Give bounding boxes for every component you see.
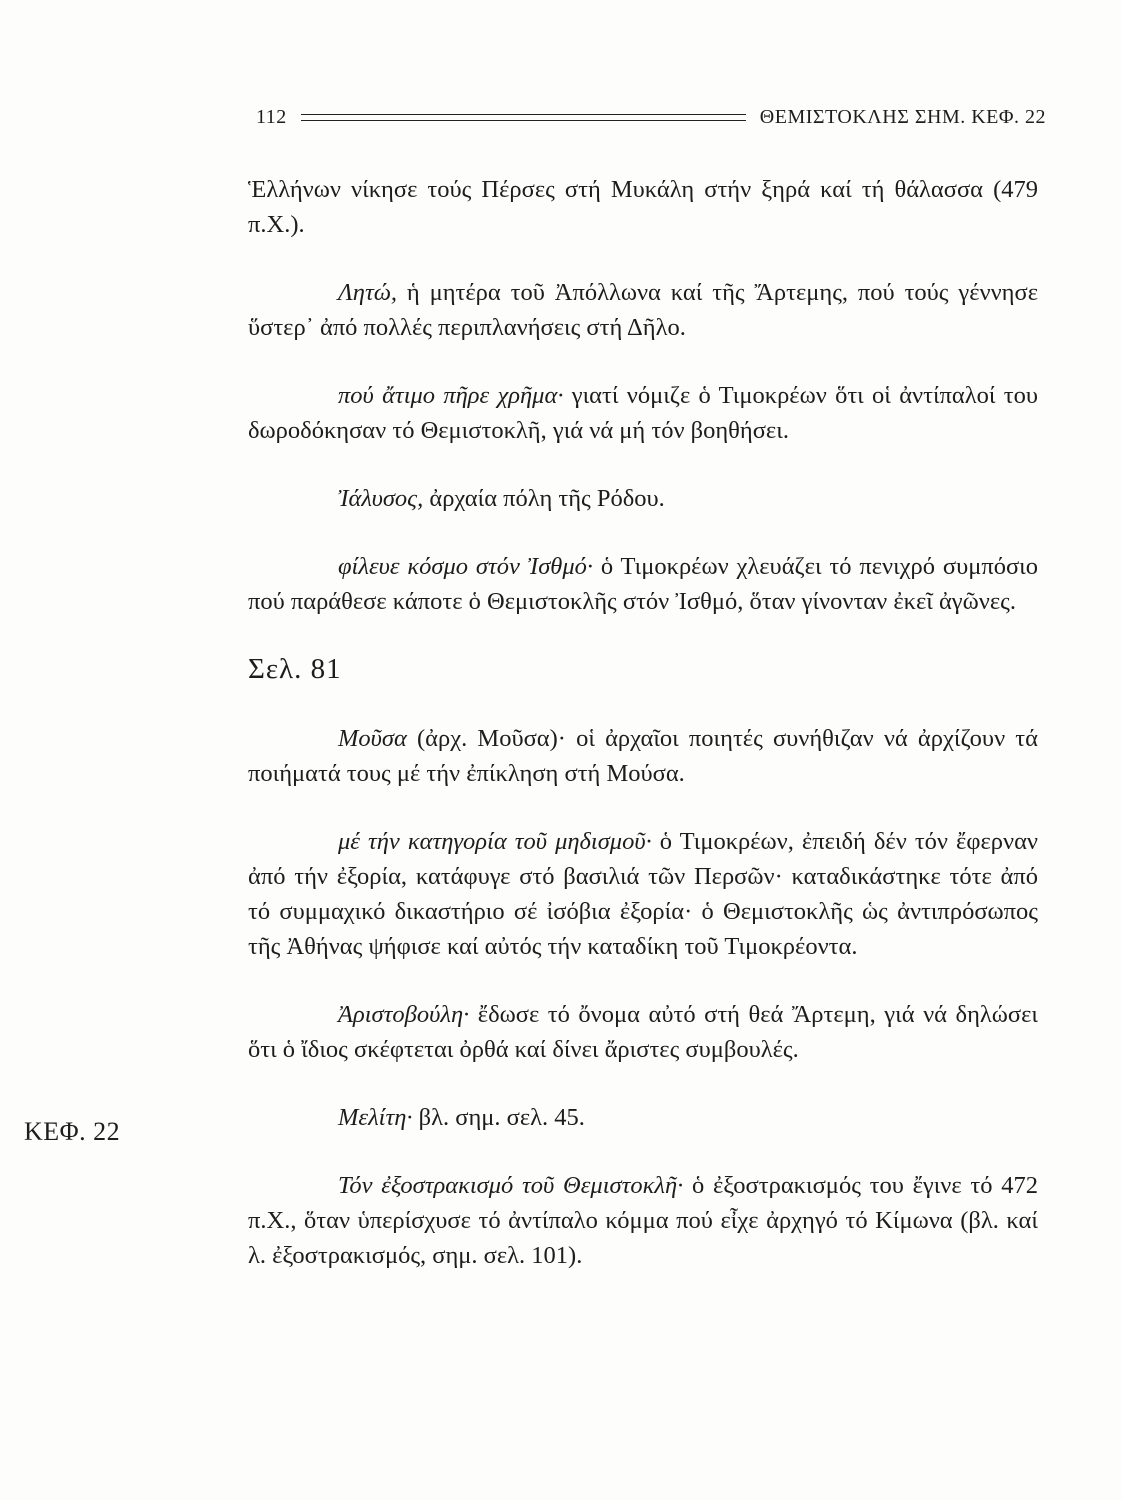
margin-chapter-label: ΚΕΦ. 22 [24, 1117, 121, 1146]
note-text: ὁ Τιμοκρέων χλευάζει τό πενιχρό συμπόσιο πού παράθεσε κάποτε ὁ Θεμιστοκλῆς στόν Ἰσθμό, ὅταν γίνονταν ἐκεῖ ἀγῶνες. [248, 553, 1039, 615]
page-number: 112 [256, 105, 287, 128]
note-lemma: Ἀριστοβούλη· [338, 1001, 470, 1028]
note-lemma: Τόν ἐξοστρακισμό τοῦ Θεμιστοκλῆ· [338, 1172, 684, 1199]
note-lemma: Μελίτη· [338, 1104, 413, 1131]
header-rule [301, 114, 746, 121]
note-paragraph [248, 1168, 1038, 1273]
notes-body [248, 172, 1038, 1306]
note-paragraph [248, 824, 1038, 964]
note-paragraph [248, 172, 1038, 242]
note-paragraph [248, 997, 1038, 1067]
note-paragraph [248, 721, 1038, 791]
note-lemma: Λητώ, [338, 279, 397, 306]
note-text: ὁ ἐξοστρακισμός του ἔγινε τό 472 π.Χ., ὅταν ὑπερίσχυσε τό ἀντίπαλο κόμμα πού εἶχε ἀρχηγό τό Κίμωνα (βλ. καί λ. ἐξοστρακισμός, σημ. σελ. 101). [248, 1172, 1039, 1269]
note-paragraph [248, 275, 1038, 345]
note-text: γιατί νόμιζε ὁ Τιμοκρέων ὅτι οἱ ἀντίπαλοί του δωροδόκησαν τό Θεμιστοκλῆ, γιά νά μή τόν βοηθήσει. [248, 382, 1038, 444]
note-lemma: Ἰάλυσος, [338, 485, 424, 512]
note-paragraph [248, 378, 1038, 448]
note-lemma: μέ τήν κατηγορία τοῦ μηδισμοῦ· [338, 828, 652, 855]
note-lemma: φίλευε κόσμο στόν Ἰσθμό· [338, 553, 594, 580]
note-paragraph [248, 1100, 1038, 1135]
note-paragraph [248, 549, 1038, 619]
running-title: ΘΕΜΙΣΤΟΚΛΗΣ ΣΗΜ. ΚΕΦ. 22 [759, 105, 1046, 128]
note-paragraph [248, 481, 1038, 516]
section-heading: Σελ. 81 [248, 653, 342, 685]
note-text: Ἑλλήνων νίκησε τούς Πέρσες στή Μυκάλη στήν ξηρά καί τή θάλασσα (479 π.Χ.). [248, 176, 1038, 238]
note-lemma: Μοῦσα [338, 725, 407, 752]
note-text: ἡ μητέρα τοῦ Ἀπόλλωνα καί τῆς Ἄρτεμης, πού τούς γέννησε ὕστερ᾽ ἀπό πολλές περιπλανήσεις στή Δῆλο. [248, 279, 1038, 341]
note-text: (ἀρχ. Μοῦσα)· οἱ ἀρχαῖοι ποιητές συνήθιζαν νά ἀρχίζουν τά ποιήματά τους μέ τήν ἐπίκληση στή Μούσα. [248, 725, 1038, 787]
note-text: ἀρχαία πόλη τῆς Ρόδου. [423, 485, 665, 512]
note-lemma: πού ἄτιμο πῆρε χρῆμα· [338, 382, 564, 409]
running-header [256, 102, 1046, 132]
note-text: ὁ Τιμοκρέων, ἐπειδή δέν τόν ἔφερναν ἀπό τήν ἐξορία, κατάφυγε στό βασιλιά τῶν Περσῶν· καταδικάστηκε τότε ἀπό τό συμμαχικό δικαστήριο σέ ἰσόβια ἐξορία· ὁ Θεμιστοκλῆς ὡς ἀντιπρόσωπος τῆς Ἀθήνας ψήφισε καί αὐτός τήν καταδίκη τοῦ Τιμοκρέοντα. [248, 828, 1038, 960]
note-text: βλ. σημ. σελ. 45. [412, 1104, 585, 1131]
note-text: ἔδωσε τό ὄνομα αὐτό στή θεά Ἄρτεμη, γιά νά δηλώσει ὅτι ὁ ἴδιος σκέφτεται ὀρθά καί δίνει ἄριστες συμβουλές. [248, 1001, 1038, 1063]
